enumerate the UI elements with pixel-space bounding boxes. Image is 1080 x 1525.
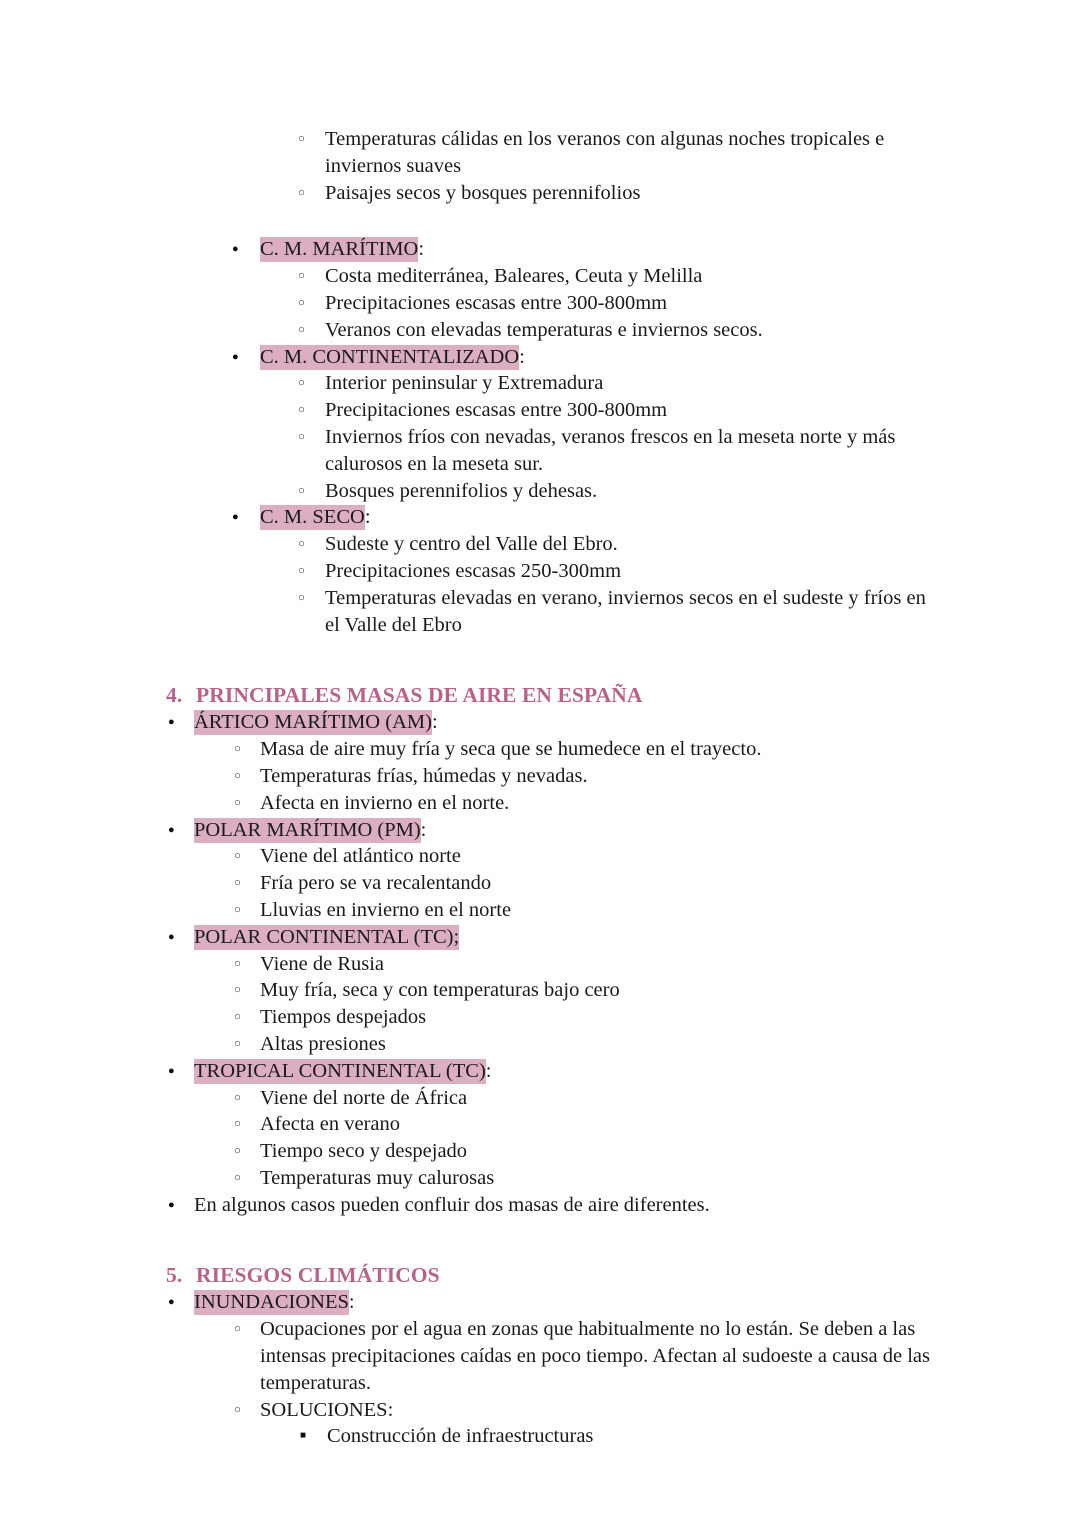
term-suffix: : (364, 506, 371, 529)
section-spacer-2 (0, 668, 1080, 681)
section-heading-4 (166, 681, 1080, 709)
disc-bullet-icon (232, 236, 258, 266)
list-item-solution (300, 1423, 967, 1450)
list-item (234, 977, 950, 1004)
circle-bullet-icon (298, 585, 324, 615)
list-item-text: Temperaturas cálidas en los veranos con algunas noches tropicales e inviernos suaves (325, 128, 885, 177)
list-item-text: Altas presiones (260, 1032, 386, 1055)
term-suffix: : (420, 818, 427, 841)
list-item-text: Interior peninsular y Extremadura (325, 372, 604, 395)
list-item (234, 763, 950, 790)
list-item (298, 478, 943, 505)
list-item (298, 290, 943, 317)
term-suffix: : (431, 711, 438, 734)
circle-bullet-icon (234, 951, 260, 981)
list-item-text: Temperaturas elevadas en verano, inviernos secos en el sudeste y fríos en el Valle del Ebro (325, 586, 926, 636)
list-item-text: Costa mediterránea, Baleares, Ceuta y Melilla (325, 265, 703, 288)
list-item-text: Afecta en verano (260, 1113, 400, 1136)
circle-bullet-icon (298, 478, 324, 508)
list-item-text: Muy fría, seca y con temperaturas bajo cero (260, 979, 620, 1002)
circle-bullet-icon (234, 1031, 260, 1061)
list-item-text: Afecta en invierno en el norte. (260, 791, 510, 814)
circle-bullet-icon (298, 290, 324, 320)
circle-bullet-icon (298, 180, 324, 210)
disc-bullet-icon (168, 817, 194, 847)
list-item (234, 736, 950, 763)
list-item (298, 585, 943, 639)
section-title: PRINCIPALES MASAS DE AIRE EN ESPAÑA (196, 683, 643, 708)
list-item (234, 1004, 950, 1031)
list-item (298, 424, 943, 478)
circle-bullet-icon (234, 790, 260, 820)
list-item (298, 558, 943, 585)
climate-heading-seco (232, 504, 970, 531)
list-item-text: Precipitaciones escasas 250-300mm (325, 559, 622, 582)
disc-bullet-icon (168, 924, 194, 954)
circle-bullet-icon (234, 1085, 260, 1115)
highlighted-term: TROPICAL CONTINENTAL (TC) (194, 1059, 486, 1082)
circle-bullet-icon (234, 1316, 260, 1346)
section-title: RIESGOS CLIMÁTICOS (196, 1263, 440, 1288)
list-item-text: Fría pero se va recalentando (260, 872, 492, 895)
list-item (234, 951, 950, 978)
term-suffix: : (485, 1059, 492, 1082)
air-mass-label-row (194, 924, 969, 951)
disc-bullet-icon (168, 709, 194, 739)
list-item (234, 1397, 950, 1424)
list-item (234, 843, 950, 870)
air-mass-label-row (194, 817, 969, 844)
circle-bullet-icon (234, 1397, 260, 1427)
list-item-text: Tiempo seco y despejado (260, 1140, 468, 1163)
list-item-text: Lluvias en invierno en el norte (260, 898, 512, 921)
list-item-text: Precipitaciones escasas entre 300-800mm (325, 291, 668, 314)
circle-bullet-icon (298, 558, 324, 588)
list-item (298, 126, 943, 180)
highlighted-term: C. M. CONTINENTALIZADO (260, 345, 520, 368)
section-spacer (0, 1218, 1080, 1248)
list-item-text: Ocupaciones por el agua en zonas que habitualmente no lo están. Se deben a las intensas precipitaciones caídas en poco tiempo. Afectan al sudoeste a causa de las temperaturas. (260, 1318, 930, 1394)
list-item (234, 1165, 950, 1192)
highlighted-term: POLAR CONTINENTAL (TC); (194, 925, 460, 948)
section-heading-5 (166, 1261, 1080, 1289)
block-spacer (0, 206, 1080, 236)
list-item-text: Construcción de infraestructuras (327, 1425, 594, 1448)
disc-bullet-icon (232, 504, 258, 534)
term-suffix: : (418, 238, 425, 261)
top-margin-spacer-2 (0, 30, 1080, 126)
term-suffix: : (348, 1291, 355, 1314)
section-spacer (0, 638, 1080, 668)
air-mass-heading-polar-maritimo (168, 817, 969, 844)
circle-bullet-icon (298, 424, 324, 454)
circle-bullet-icon (234, 843, 260, 873)
list-item (234, 1138, 950, 1165)
circle-bullet-icon (234, 736, 260, 766)
list-item (234, 1316, 950, 1396)
circle-bullet-icon (234, 1004, 260, 1034)
circle-bullet-icon (298, 370, 324, 400)
list-item-text: Precipitaciones escasas entre 300-800mm (325, 399, 668, 422)
disc-bullet-icon (168, 1192, 194, 1222)
circle-bullet-icon (234, 1138, 260, 1168)
list-item (298, 370, 943, 397)
circle-bullet-icon (234, 1165, 260, 1195)
disc-bullet-icon (232, 344, 258, 374)
list-item-text: SOLUCIONES: (260, 1398, 394, 1421)
top-margin-spacer (0, 0, 1080, 30)
climate-heading-maritimo (232, 236, 970, 263)
risk-heading-inundaciones (168, 1289, 969, 1316)
list-item-text: Paisajes secos y bosques perennifolios (325, 181, 641, 204)
list-item (234, 1111, 950, 1138)
list-item-text: Temperaturas frías, húmedas y nevadas. (260, 764, 588, 787)
list-item-text: Viene de Rusia (260, 952, 385, 975)
list-item (298, 531, 943, 558)
list-item (234, 790, 950, 817)
list-item (234, 870, 950, 897)
list-item (298, 263, 943, 290)
circle-bullet-icon (234, 870, 260, 900)
air-mass-heading-artico (168, 709, 969, 736)
air-mass-label-row (194, 709, 969, 736)
circle-bullet-icon (298, 126, 324, 156)
circle-bullet-icon (298, 531, 324, 561)
list-item-text: Viene del atlántico norte (260, 845, 461, 868)
square-bullet-icon (300, 1423, 326, 1454)
list-item (234, 1031, 950, 1058)
circle-bullet-icon (298, 317, 324, 347)
circle-bullet-icon (234, 897, 260, 927)
climate-label-row (260, 504, 970, 531)
circle-bullet-icon (234, 1111, 260, 1141)
list-item (298, 180, 943, 207)
section-number: 5. (166, 1263, 183, 1288)
circle-bullet-icon (298, 397, 324, 427)
climate-label-row (260, 236, 970, 263)
highlighted-term: POLAR MARÍTIMO (PM) (194, 818, 421, 841)
highlighted-term: C. M. MARÍTIMO (260, 238, 419, 261)
circle-bullet-icon (234, 763, 260, 793)
air-mass-label-row (194, 1058, 969, 1085)
highlighted-term: ÁRTICO MARÍTIMO (AM) (194, 711, 432, 734)
list-item-text: Tiempos despejados (260, 1006, 427, 1029)
list-item-text: Masa de aire muy fría y seca que se humedece en el trayecto. (260, 738, 762, 761)
section-spacer-2 (0, 1248, 1080, 1261)
disc-bullet-icon (168, 1058, 194, 1088)
list-item-text: Sudeste y centro del Valle del Ebro. (325, 533, 618, 556)
air-mass-heading-polar-continental (168, 924, 969, 951)
list-item (234, 1085, 950, 1112)
list-item (298, 397, 943, 424)
list-item (234, 897, 950, 924)
disc-bullet-icon (168, 1289, 194, 1319)
list-item-closing (168, 1192, 969, 1219)
highlighted-term: INUNDACIONES (194, 1291, 349, 1314)
list-item-text: Viene del norte de África (260, 1086, 468, 1109)
section-number: 4. (166, 683, 183, 708)
list-item-text: Veranos con elevadas temperaturas e inviernos secos. (325, 318, 763, 341)
climate-heading-continentalizado (232, 344, 970, 371)
list-item (298, 317, 943, 344)
highlighted-term: C. M. SECO (260, 506, 365, 529)
air-mass-heading-tropical-continental (168, 1058, 969, 1085)
list-item-text: En algunos casos pueden confluir dos masas de aire diferentes. (194, 1193, 710, 1216)
list-item-text: Inviernos fríos con nevadas, veranos frescos en la meseta norte y más calurosos en la meseta sur. (325, 425, 896, 475)
circle-bullet-icon (234, 977, 260, 1007)
circle-bullet-icon (298, 263, 324, 293)
list-item-text: Bosques perennifolios y dehesas. (325, 479, 598, 502)
risk-label-row (194, 1289, 969, 1316)
list-item-text: Temperaturas muy calurosas (260, 1166, 495, 1189)
climate-label-row (260, 344, 970, 371)
term-suffix: : (519, 345, 525, 368)
